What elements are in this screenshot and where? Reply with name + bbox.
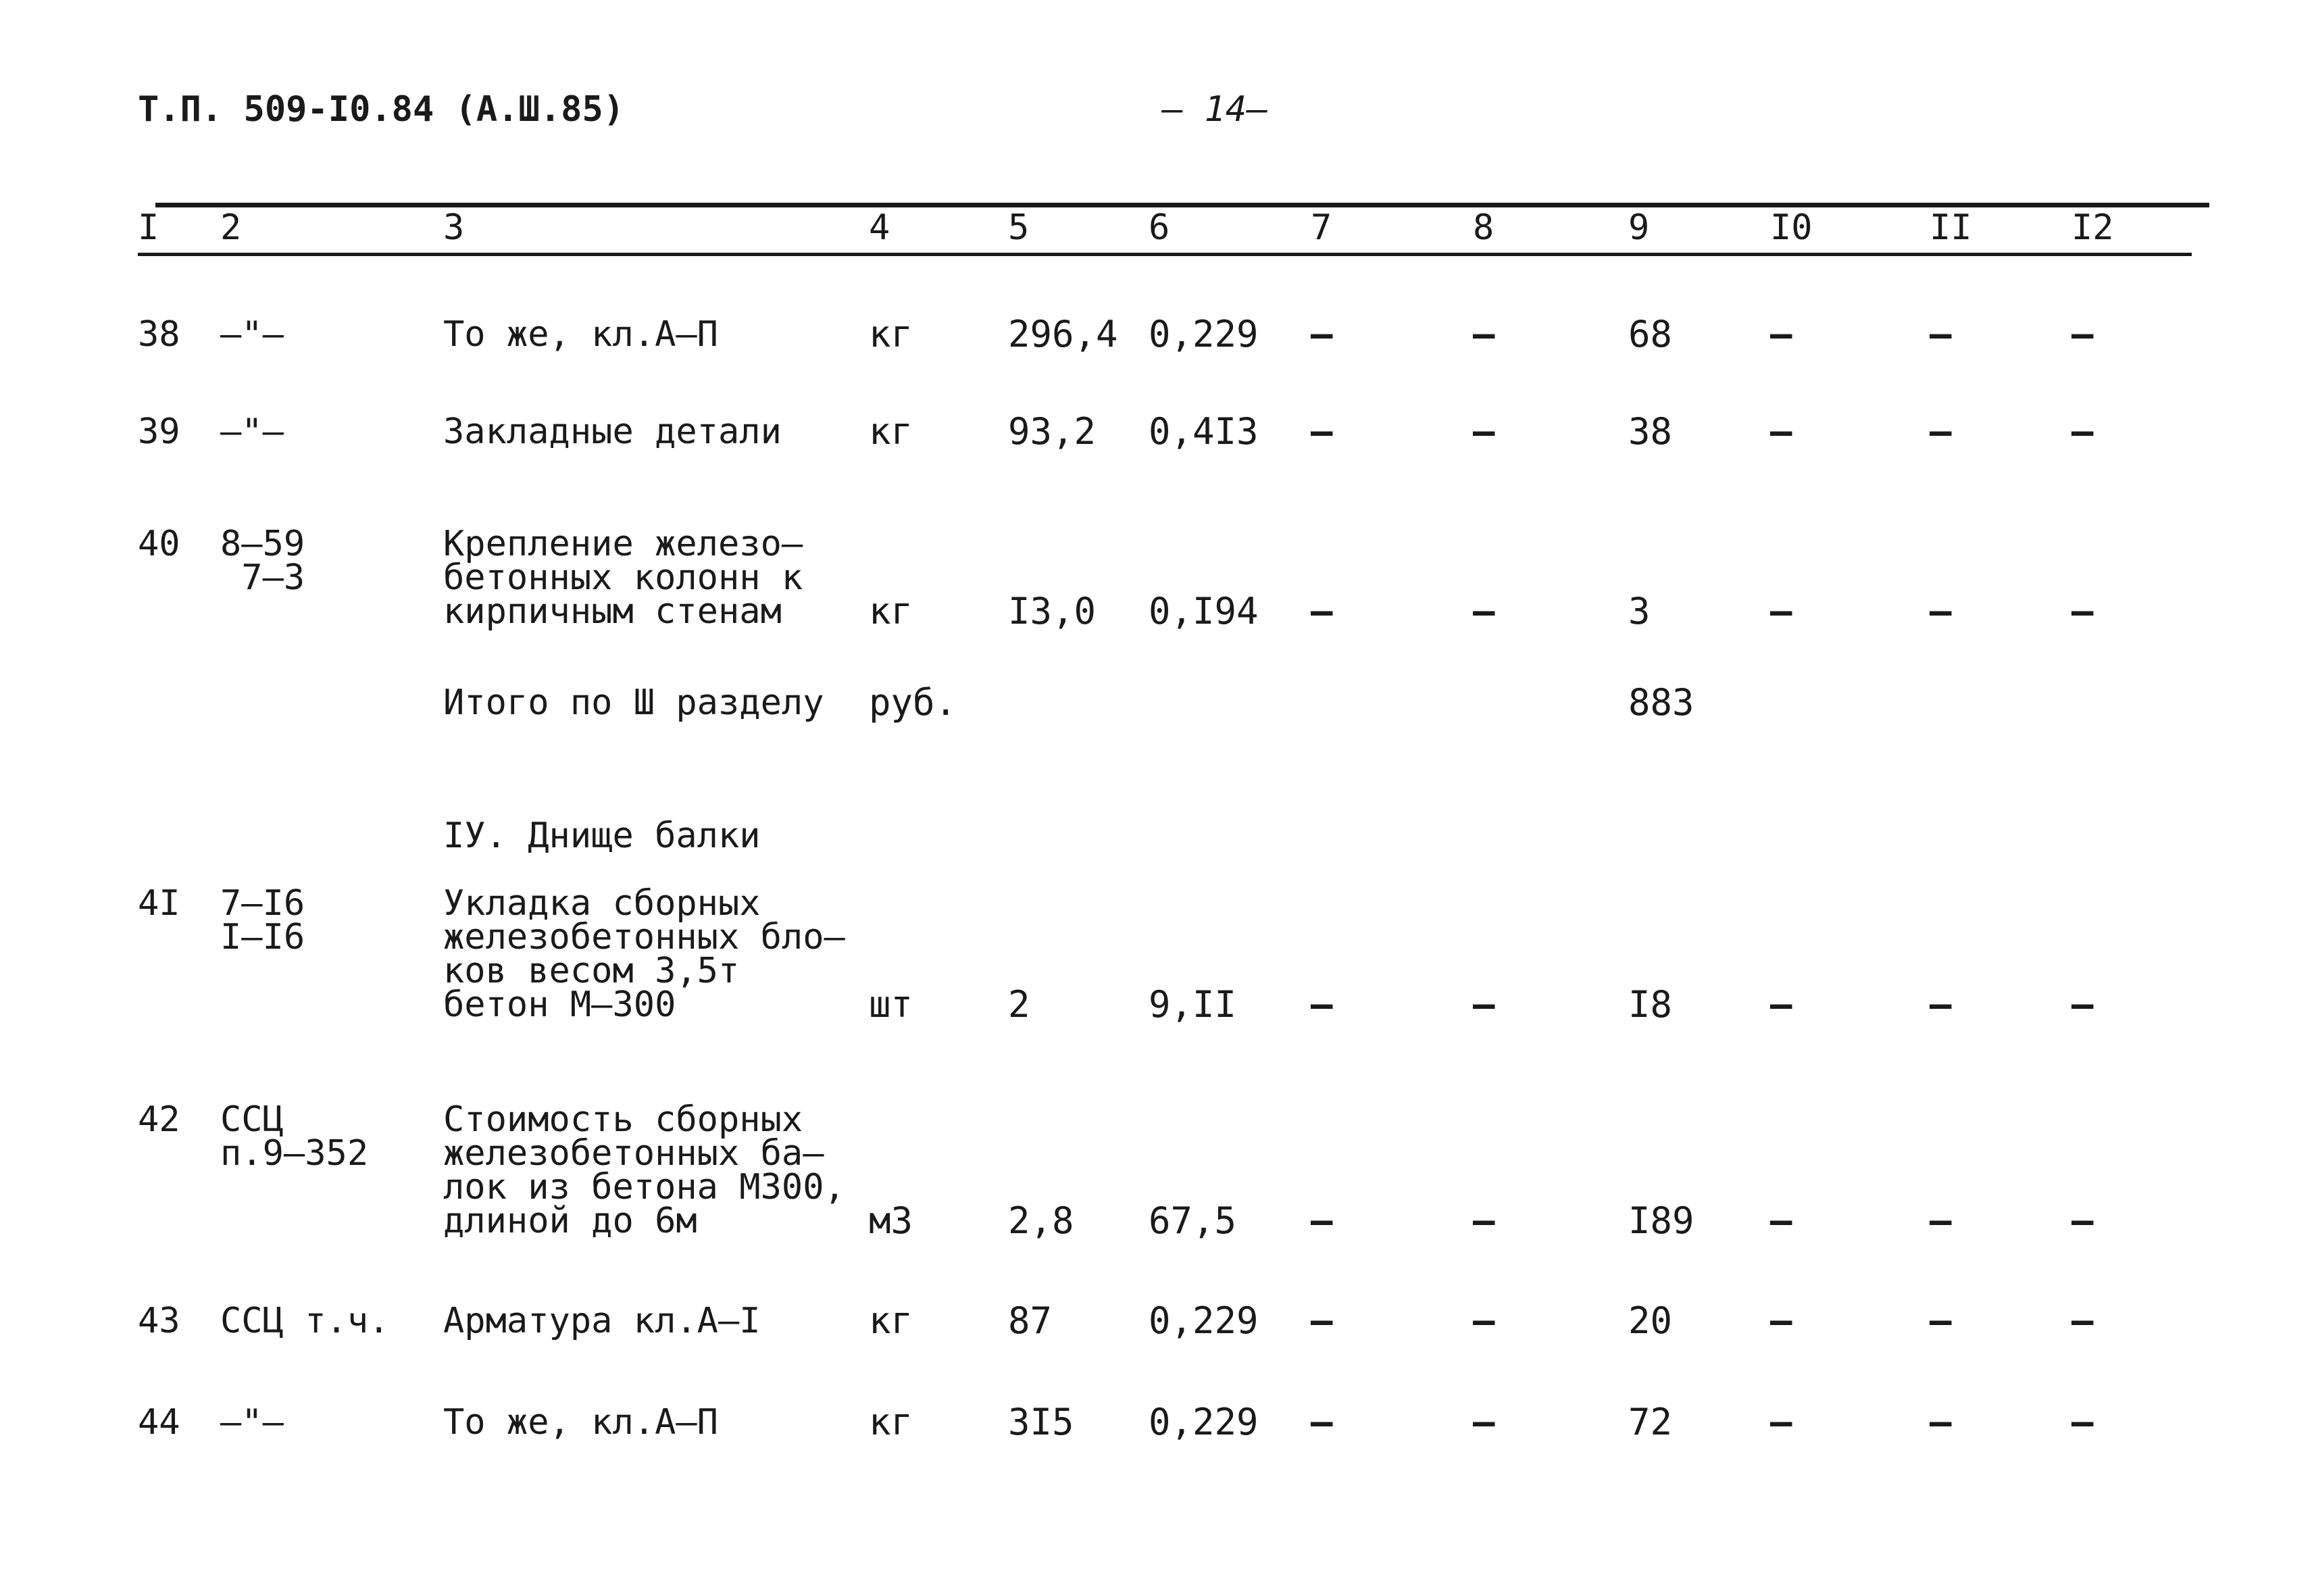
quantity: 87 xyxy=(1008,1299,1053,1342)
page-number: – 14– xyxy=(1162,89,1268,130)
unit-price: 0,229 xyxy=(1149,1299,1259,1342)
column-header-7: 7 xyxy=(1311,207,1332,248)
row-number: 40 xyxy=(138,524,180,564)
col-8: – xyxy=(1473,1199,1495,1242)
col-7: – xyxy=(1311,590,1333,632)
col-8: – xyxy=(1473,983,1495,1026)
work-name: То же, кл.А–П xyxy=(443,314,718,355)
column-header-6: 6 xyxy=(1149,207,1170,248)
col-11: – xyxy=(1930,313,1952,355)
col-8: – xyxy=(1473,1401,1495,1443)
col-12: – xyxy=(2071,983,2094,1026)
rate-code: –"– xyxy=(220,412,284,452)
work-name: Арматура кл.А–I xyxy=(443,1301,761,1341)
quantity: 93,2 xyxy=(1008,410,1097,453)
unit: кг xyxy=(869,590,913,632)
col-9: 20 xyxy=(1628,1299,1673,1342)
column-header-12: I2 xyxy=(2071,207,2114,248)
unit-price: 0,I94 xyxy=(1149,590,1259,632)
column-header-9: 9 xyxy=(1628,207,1650,248)
col-11: – xyxy=(1930,590,1952,632)
col-7: – xyxy=(1311,410,1333,453)
column-header-8: 8 xyxy=(1473,207,1494,248)
col-11: – xyxy=(1930,1401,1952,1443)
unit-price: 0,229 xyxy=(1149,313,1259,355)
quantity: 2,8 xyxy=(1008,1199,1074,1242)
column-header-4: 4 xyxy=(869,207,890,248)
col-10: – xyxy=(1770,590,1792,632)
column-header-11: II xyxy=(1930,207,1972,248)
col-10: – xyxy=(1770,1299,1792,1342)
col-9: 72 xyxy=(1628,1401,1673,1443)
col-8: – xyxy=(1473,410,1495,453)
unit-price: 67,5 xyxy=(1149,1199,1237,1242)
col-9: I89 xyxy=(1628,1199,1694,1242)
unit: шт xyxy=(869,983,913,1026)
rate-code: ССЦ п.9–352 xyxy=(220,1099,369,1174)
row-number: 44 xyxy=(138,1402,180,1443)
work-name: Итого по Ш разделу xyxy=(443,682,824,723)
unit-price: 9,II xyxy=(1149,983,1237,1026)
col-9: 883 xyxy=(1628,681,1694,724)
unit: кг xyxy=(869,1401,913,1443)
col-7: – xyxy=(1311,1199,1333,1242)
col-10: – xyxy=(1770,983,1792,1026)
col-7: – xyxy=(1311,313,1333,355)
col-8: – xyxy=(1473,590,1495,632)
unit: руб. xyxy=(869,681,957,724)
column-header-5: 5 xyxy=(1008,207,1030,248)
unit: кг xyxy=(869,1299,913,1342)
col-10: – xyxy=(1770,410,1792,453)
col-11: – xyxy=(1930,983,1952,1026)
col-9: 3 xyxy=(1628,590,1651,632)
col-8: – xyxy=(1473,1299,1495,1342)
work-name: Укладка сборных железобетонных бло– ков весом 3,5т бетон М–300 xyxy=(443,883,845,1025)
work-name: Закладные детали xyxy=(443,412,782,452)
table-top-rule xyxy=(155,203,2209,207)
rate-code: 8–59 7–3 xyxy=(220,524,305,598)
unit: кг xyxy=(869,313,913,355)
col-7: – xyxy=(1311,1299,1333,1342)
row-number: 39 xyxy=(138,412,180,452)
unit-price: 0,229 xyxy=(1149,1401,1259,1443)
col-12: – xyxy=(2071,590,2094,632)
unit: кг xyxy=(869,410,913,453)
quantity: 3I5 xyxy=(1008,1401,1074,1443)
column-header-1: I xyxy=(138,207,159,248)
col-8: – xyxy=(1473,313,1495,355)
col-11: – xyxy=(1930,1199,1952,1242)
quantity: 2 xyxy=(1008,983,1030,1026)
work-name: IУ. Днище балки xyxy=(443,816,761,856)
work-name: То же, кл.А–П xyxy=(443,1402,718,1443)
col-9: I8 xyxy=(1628,983,1673,1026)
col-10: – xyxy=(1770,313,1792,355)
work-name: Крепление железо– бетонных колонн к кирпичным стенам xyxy=(443,524,803,632)
col-10: – xyxy=(1770,1199,1792,1242)
work-name: Стоимость сборных железобетонных ба– лок из бетона М300, длиной до 6м xyxy=(443,1099,845,1241)
quantity: 296,4 xyxy=(1008,313,1118,355)
rate-code: –"– xyxy=(220,314,284,355)
row-number: 4I xyxy=(138,883,180,924)
col-11: – xyxy=(1930,1299,1952,1342)
col-11: – xyxy=(1930,410,1952,453)
col-9: 68 xyxy=(1628,313,1673,355)
col-12: – xyxy=(2071,1299,2094,1342)
col-12: – xyxy=(2071,1401,2094,1443)
rate-code: 7–I6 I–I6 xyxy=(220,883,305,957)
col-10: – xyxy=(1770,1401,1792,1443)
unit: м3 xyxy=(869,1199,913,1242)
column-header-2: 2 xyxy=(220,207,242,248)
col-12: – xyxy=(2071,410,2094,453)
col-7: – xyxy=(1311,983,1333,1026)
column-header-3: 3 xyxy=(443,207,465,248)
col-12: – xyxy=(2071,313,2094,355)
col-7: – xyxy=(1311,1401,1333,1443)
rate-code: –"– xyxy=(220,1402,284,1443)
unit-price: 0,4I3 xyxy=(1149,410,1259,453)
col-12: – xyxy=(2071,1199,2094,1242)
document-code: Т.П. 509-I0.84 (А.Ш.85) xyxy=(138,89,625,130)
row-number: 38 xyxy=(138,314,180,355)
col-9: 38 xyxy=(1628,410,1673,453)
rate-code: ССЦ т.ч. xyxy=(220,1301,390,1341)
row-number: 43 xyxy=(138,1301,180,1341)
column-header-10: I0 xyxy=(1770,207,1813,248)
quantity: I3,0 xyxy=(1008,590,1097,632)
row-number: 42 xyxy=(138,1099,180,1140)
table-header-rule xyxy=(138,253,2192,256)
